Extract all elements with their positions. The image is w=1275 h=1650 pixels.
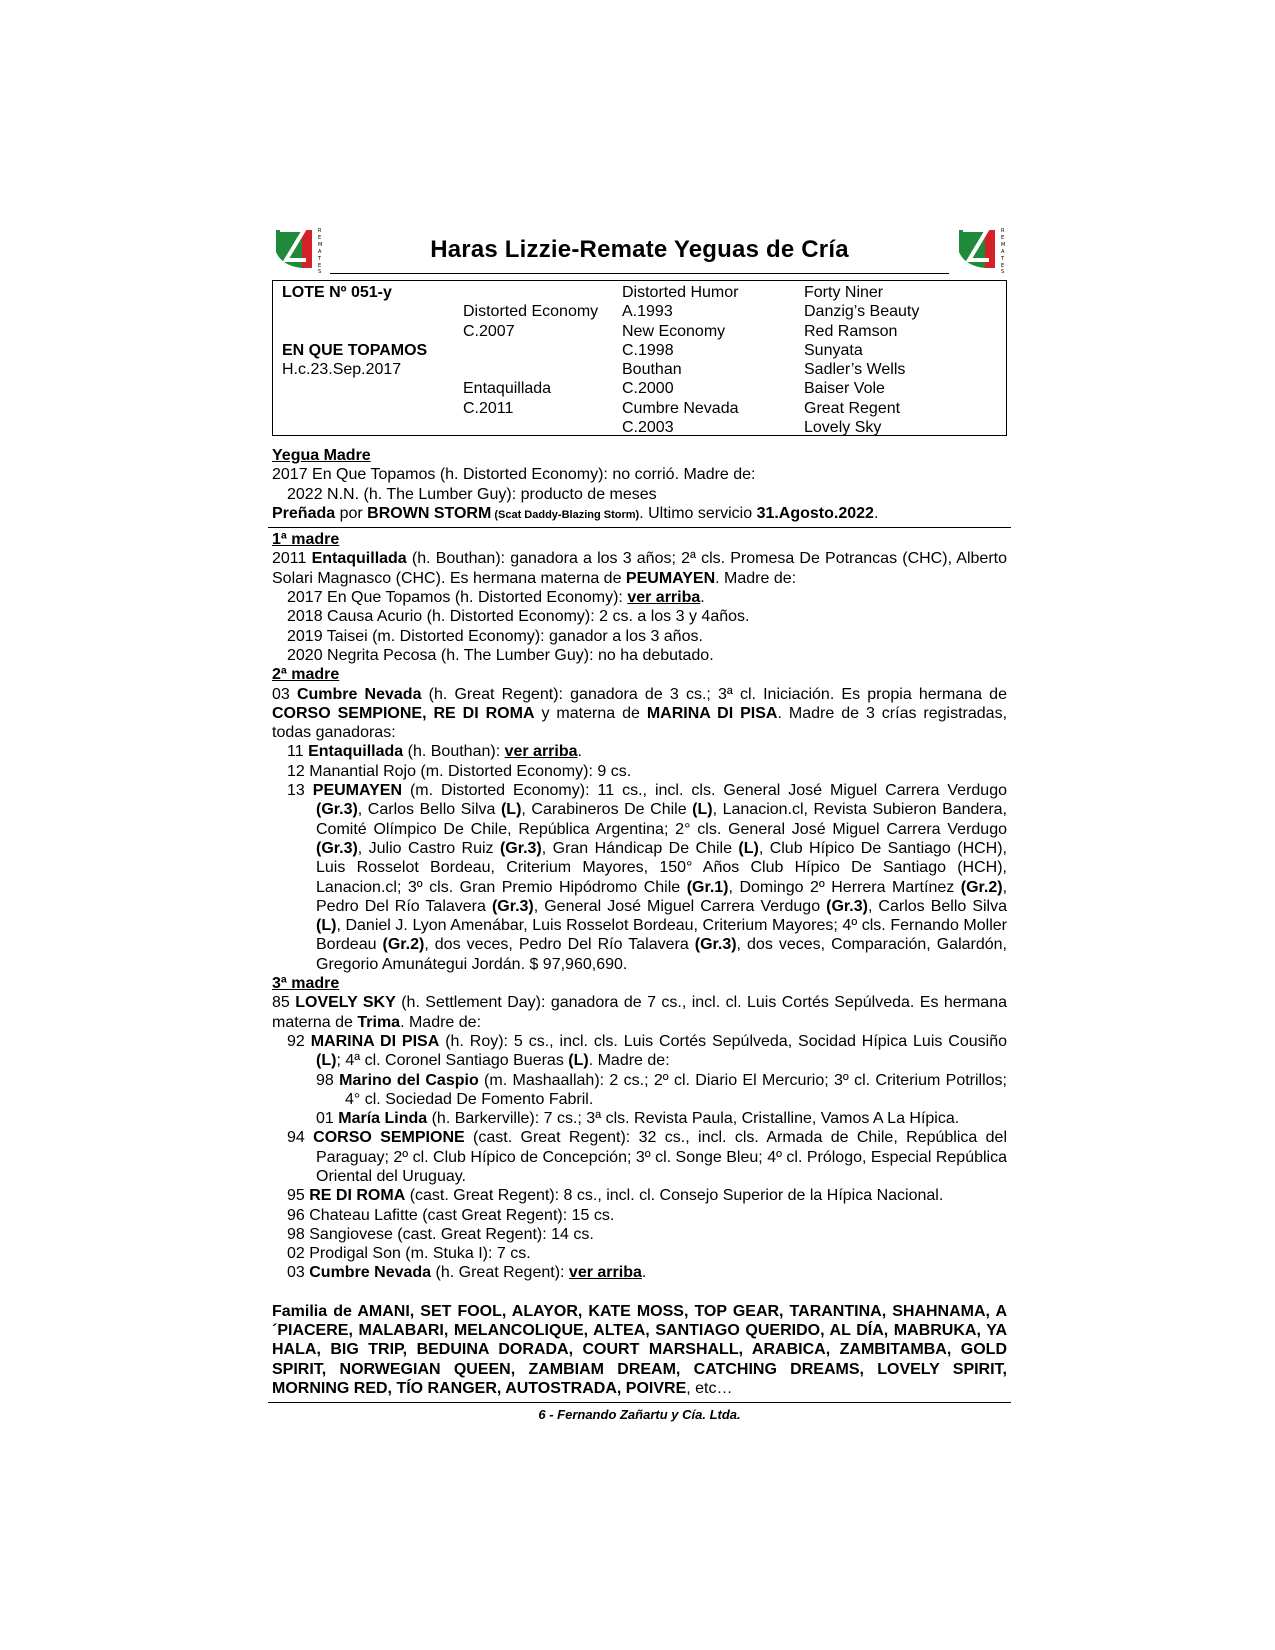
section-heading: 2ª madre [272, 666, 340, 684]
svg-text:S: S [1001, 269, 1005, 274]
section-heading: 1ª madre [272, 531, 340, 549]
zl-remates-logo [272, 222, 324, 274]
svg-text:S: S [318, 269, 322, 274]
section-rule [268, 527, 1011, 528]
svg-text:T: T [318, 256, 322, 262]
section-heading: Yegua Madre [272, 447, 371, 464]
horse-birth: H.c.23.Sep.2017 [282, 361, 402, 379]
pedigree-table [272, 280, 1007, 436]
pedigree-cell: C.2003 [622, 419, 674, 437]
grandproduce-line: 01 María Linda (h. Barkerville): 7 cs.; 3ª cls. Revista Paula, Cristalline, Vamos A La Hípica. [316, 1110, 960, 1128]
pedigree-col-grandparents [622, 283, 739, 437]
ver-arriba-link[interactable]: ver arriba [568, 1264, 642, 1282]
pedigree-col-horse [282, 283, 427, 379]
produce-line: 13 PEUMAYEN (m. Distorted Economy): 11 cs., incl. cls. General José Miguel Carrera Verdugo (Gr.3), Carlos Bello Silva (L), Carabineros De Chile (L), Lanacion.cl, Revista Subieron Bandera, Comité Olímpico De Chile, República Argentina; 2° cls. General José Miguel Carrera Verdugo (Gr.3), Julio Castro Ruiz (Gr.3), Gran Hándicap De Chile (L), Club Hípico De Santiago (HCH), Luis Rosselot Bordeau, Criterium Mayores, 150° Años Club Hípico De Santiago (HCH), Lanacion.cl; 3º cls. Gran Premio Hipódromo Chile (Gr.1), Domingo 2º Herrera Martínez (Gr.2), Pedro Del Río Talavera (Gr.3), General José Miguel Carrera Verdugo (Gr.3), Carlos Bello Silva (L), Daniel J. Lyon Amenábar, Luis Rosselot Bordeau, Criterium Mayores; 4º cls. Fernando Moller Bordeau (Gr.2), dos veces, Pedro Del Río Talavera (Gr.3), dos veces, Comparación, Galardón, Gregorio Amunátegui Jordán. $ 97,960,690. [287, 782, 1008, 973]
produce-line: 96 Chateau Lafitte (cast Great Regent): 15 cs. [287, 1206, 615, 1224]
pedigree-col-greatgrandparents [804, 283, 919, 437]
pregnancy-line: Preñada por BROWN STORM (Scat Daddy-Blazing Storm). Ultimo servicio 31.Agosto.2022. [272, 504, 879, 522]
dam-name: Entaquillada [463, 380, 552, 398]
produce-line: 11 Entaquillada (h. Bouthan): ver arriba. [287, 743, 582, 761]
svg-text:R: R [318, 228, 322, 234]
lot-number: LOTE Nº 051-y [282, 284, 392, 301]
pedigree-cell: Red Ramson [804, 322, 898, 340]
svg-text:M: M [1001, 242, 1006, 248]
pedigree-cell: Cumbre Nevada [622, 399, 739, 417]
pedigree-cell: Lovely Sky [804, 419, 882, 437]
page-footer: 6 - Fernando Zañartu y Cía. Ltda. [538, 1407, 741, 1423]
third-dam-section [272, 974, 1007, 1283]
dam-year: C.2011 [463, 399, 514, 417]
svg-text:A: A [318, 249, 322, 255]
pedigree-cell: Sunyata [804, 341, 863, 359]
yegua-madre-section [272, 446, 1007, 525]
svg-text:A: A [1001, 249, 1005, 255]
svg-text:R: R [1001, 228, 1005, 234]
family-paragraph: Familia de AMANI, SET FOOL, ALAYOR, KATE MOSS, TOP GEAR, TARANTINA, SHAHNAMA, A´PIACERE, MALABARI, MELANCOLIQUE, ALTEA, SANTIAGO QUERIDO, AL DÍA, MABRUKA, YA HALA, BIG TRIP, BEDUINA DORADA, COURT MARSHALL, ARABICA, ZAMBITAMBA, GOLD SPIRIT, NORWEGIAN QUEEN, ZAMBIAM DREAM, CATCHING DREAMS, LOVELY SPIRIT, MORNING RED, TÍO RANGER, AUTOSTRADA, POIVRE, etc… [272, 1302, 1007, 1397]
second-dam-section [272, 665, 1007, 974]
pedigree-cell: Bouthan [622, 361, 682, 379]
grandproduce-line: 98 Marino del Caspio (m. Mashaallah): 2 cs.; 2º cl. Diario El Mercurio; 3º cl. Criterium Potrillos; 4° cl. Sociedad De Fomento Fabril. [316, 1071, 1007, 1108]
pedigree-cell: A.1993 [622, 303, 673, 321]
produce-line: 02 Prodigal Son (m. Stuka I): 7 cs. [287, 1245, 531, 1263]
zl-remates-logo [955, 222, 1007, 274]
catalog-page [272, 222, 1007, 1422]
produce-line: 2017 En Que Topamos (h. Distorted Economy): ver arriba. [287, 589, 705, 607]
page-header [272, 222, 1007, 280]
pedigree-cell: Baiser Vole [804, 380, 885, 398]
produce-line: 2018 Causa Acurio (h. Distorted Economy): 2 cs. a los 3 y 4años. [287, 608, 750, 626]
produce-line: 92 MARINA DI PISA (h. Roy): 5 cs., incl. cls. Luis Cortés Sepúlveda, Socidad Hípica Luis Cousiño (L); 4ª cl. Coronel Santiago Bueras (L). Madre de: [287, 1032, 1007, 1070]
produce-line: 98 Sangiovese (cast. Great Regent): 14 cs. [287, 1225, 594, 1243]
pedigree-cell: Great Regent [804, 399, 901, 417]
ver-arriba-link[interactable]: ver arriba [504, 743, 578, 761]
svg-text:E: E [318, 263, 322, 269]
svg-text:E: E [318, 235, 322, 241]
dam-paragraph: 2011 Entaquillada (h. Bouthan): ganadora a los 3 años; 2ª cls. Promesa De Potrancas (CHC), Alberto Solari Magnasco (CHC). Es hermana materna de PEUMAYEN. Madre de: [272, 550, 1007, 587]
svg-text:E: E [1001, 263, 1005, 269]
pedigree-col-parents [463, 283, 598, 418]
pedigree-cell: C.2000 [622, 380, 674, 398]
horse-name: EN QUE TOPAMOS [282, 341, 428, 359]
dam-paragraph: 85 LOVELY SKY (h. Settlement Day): ganadora de 7 cs., incl. cl. Luis Cortés Sepúlveda. Es hermana materna de Trima. Madre de: [272, 994, 1008, 1031]
pedigree-cell: New Economy [622, 322, 726, 340]
produce-line: 94 CORSO SEMPIONE (cast. Great Regent): 32 cs., incl. cls. Armada de Chile, República del Paraguay; 2º cl. Club Hípico de Concepción; 3º cl. Songe Bleu; 4º cl. Prólogo, Especial República Oriental del Uruguay. [287, 1129, 1008, 1185]
pedigree-cell: Danzig’s Beauty [804, 303, 920, 321]
sire-year: C.2007 [463, 322, 515, 340]
text-line: 2022 N.N. (h. The Lumber Guy): producto de meses [287, 485, 657, 503]
first-dam-section [272, 530, 1007, 665]
text-line: 2017 En Que Topamos (h. Distorted Economy): no corrió. Madre de: [272, 466, 756, 484]
sire-name: Distorted Economy [463, 303, 599, 321]
produce-line: 03 Cumbre Nevada (h. Great Regent): ver arriba. [287, 1264, 647, 1282]
produce-line: 12 Manantial Rojo (m. Distorted Economy): 9 cs. [287, 762, 632, 780]
ver-arriba-link[interactable]: ver arriba [627, 589, 701, 607]
svg-text:M: M [318, 242, 323, 248]
produce-line: 2019 Taisei (m. Distorted Economy): ganador a los 3 años. [287, 627, 703, 645]
pedigree-cell: Distorted Humor [622, 284, 739, 301]
pedigree-cell: C.1998 [622, 341, 674, 359]
produce-line: 2020 Negrita Pecosa (h. The Lumber Guy): no ha debutado. [287, 646, 714, 664]
dam-paragraph: 03 Cumbre Nevada (h. Great Regent): ganadora de 3 cs.; 3ª cl. Iniciación. Es propia hermana de CORSO SEMPIONE, RE DI ROMA y materna de MARINA DI PISA. Madre de 3 crías registradas, todas ganadoras: [272, 685, 1008, 742]
page-title: Haras Lizzie-Remate Yeguas de Cría [430, 236, 849, 263]
header-rule [330, 273, 949, 274]
pedigree-cell: Sadler’s Wells [804, 361, 906, 379]
section-heading: 3ª madre [272, 975, 340, 993]
svg-text:T: T [1001, 256, 1005, 262]
pedigree-cell: Forty Niner [804, 284, 884, 301]
produce-line: 95 RE DI ROMA (cast. Great Regent): 8 cs., incl. cl. Consejo Superior de la Hípica Nacional. [287, 1187, 944, 1205]
svg-text:E: E [1001, 235, 1005, 241]
footer-rule [268, 1402, 1011, 1403]
